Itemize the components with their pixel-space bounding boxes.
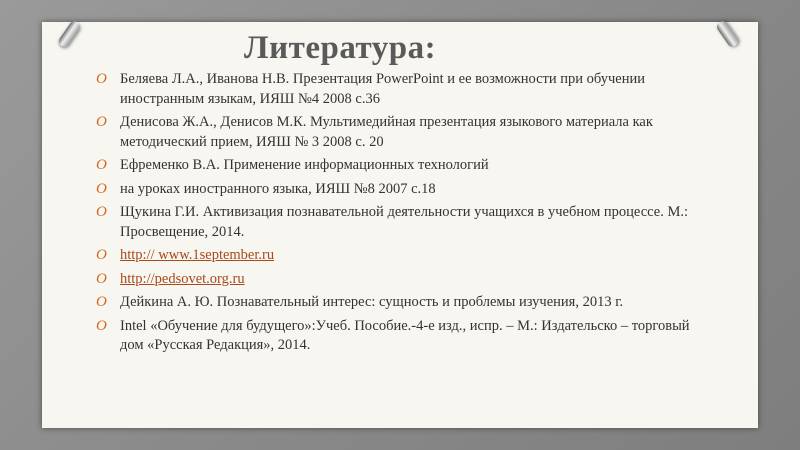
reference-item-3 (96, 156, 706, 176)
slide-title: Литература: (244, 30, 437, 66)
bullet-icon: O (96, 247, 107, 263)
bullet-icon: O (96, 317, 107, 334)
reference-item-2 (96, 113, 706, 152)
reference-list (96, 70, 706, 360)
bullet-icon: O (96, 204, 107, 220)
reference-text: Intel «Обучение для будущего»:Учеб. Пособие.-4-е изд., испр. – М.: Издательско – торговый дом «Русская Редакция», 2014. (120, 317, 690, 353)
reference-text: Ефременко В.А. Применение информационных технологий (120, 157, 489, 173)
reference-item-5 (96, 203, 706, 242)
bullet-icon: O (96, 294, 107, 310)
reference-item-8 (96, 293, 706, 313)
reference-item-6 (96, 246, 706, 266)
bullet-icon: O (96, 157, 107, 173)
reference-item-4 (96, 180, 706, 200)
bullet-icon: O (96, 180, 107, 197)
link-pedsovet[interactable]: http://pedsovet.org.ru (120, 270, 245, 287)
reference-text: Беляева Л.А., Иванова Н.В. Презентация PowerPoint и ее возможности при обучении иностранным языкам, ИЯШ №4 2008 с.36 (120, 71, 645, 107)
reference-text: Дейкина А. Ю. Познавательный интерес: сущность и проблемы изучения, 2013 г. (120, 294, 624, 310)
reference-item-7 (96, 270, 706, 290)
bullet-icon: O (96, 270, 107, 287)
reference-text: Щукина Г.И. Активизация познавательной деятельности учащихся в учебном процессе. М.: Просвещение, 2014. (120, 204, 688, 240)
link-1september[interactable]: http:// www.1september.ru (120, 247, 275, 263)
bullet-icon: O (96, 71, 107, 87)
reference-text: Денисова Ж.А., Денисов М.К. Мультимедийная презентация языкового материала как методический прием, ИЯШ № 3 2008 с. 20 (120, 114, 653, 150)
reference-item-1 (96, 70, 706, 109)
bullet-icon: O (96, 114, 107, 130)
reference-text: на уроках иностранного языка, ИЯШ №8 2007 с.18 (120, 180, 436, 197)
reference-item-9 (96, 317, 706, 356)
